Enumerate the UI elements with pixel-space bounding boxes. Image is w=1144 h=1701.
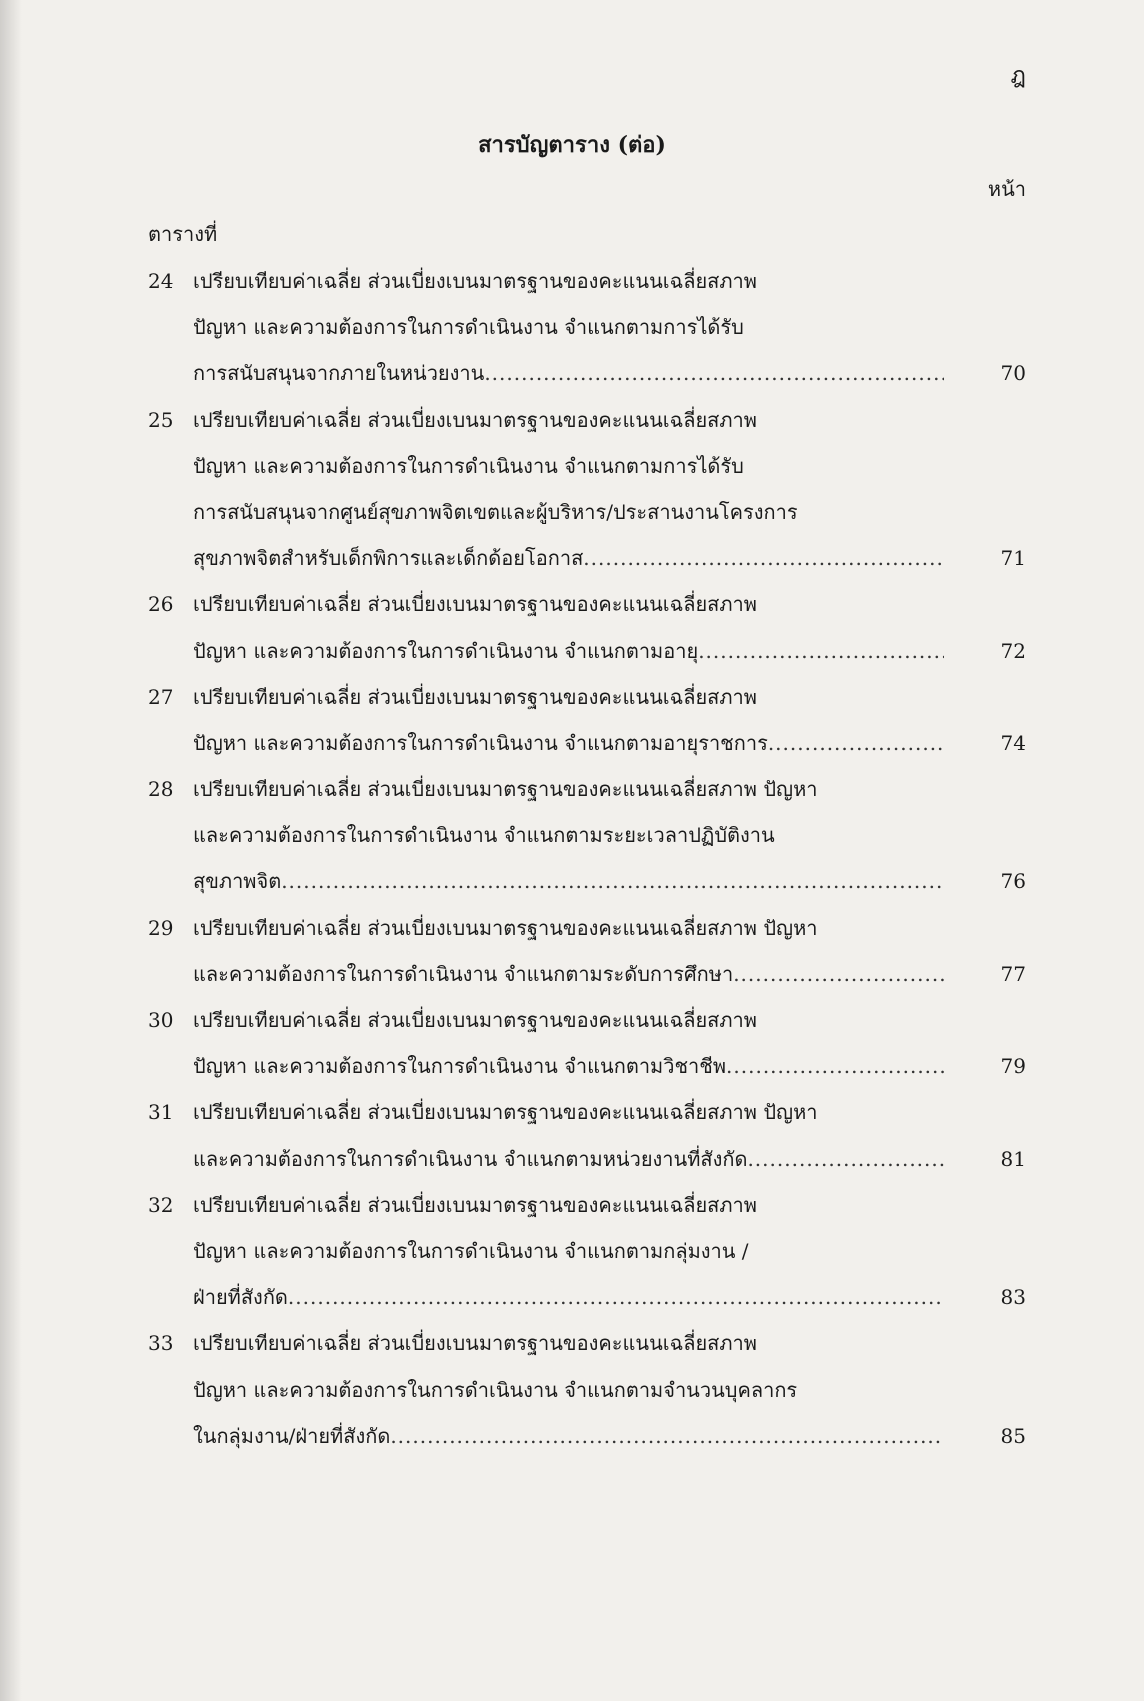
toc-entry-last-line [0, 720, 1144, 766]
entry-page-number: 72 [1000, 638, 1026, 663]
toc-entry-line [0, 1367, 1144, 1413]
toc-entry-line [0, 1228, 1144, 1274]
toc-entry [0, 397, 1144, 582]
table-number: 27 [148, 684, 174, 709]
toc-entry-line [0, 766, 1144, 812]
toc-entry-line [0, 304, 1144, 350]
toc-entry-line [0, 997, 1144, 1043]
toc-entry [0, 674, 1144, 766]
entry-text: เปรียบเทียบค่าเฉลี่ย ส่วนเบี่ยงเบนมาตรฐานของคะแนนเฉลี่ยสภาพ [193, 407, 757, 432]
entry-last-text-group [193, 951, 944, 997]
dot-leader [281, 858, 944, 904]
table-number: 28 [148, 777, 174, 802]
dot-leader [390, 1413, 944, 1459]
entry-text: สุขภาพจิตสำหรับเด็กพิการและเด็กด้อยโอกาส [193, 546, 584, 571]
dot-leader [726, 1043, 944, 1089]
entry-text: การสนับสนุนจากศูนย์สุขภาพจิตเขตและผู้บริหาร/ประสานงานโครงการ [193, 499, 798, 524]
entry-text: ปัญหา และความต้องการในการดำเนินงาน จำแนกตามการได้รับ [193, 453, 744, 478]
table-of-contents-list [0, 258, 1144, 1459]
entry-last-text-group [193, 1136, 944, 1182]
table-column-label: ตารางที่ [148, 222, 218, 246]
toc-entry [0, 766, 1144, 905]
entry-last-text-group [193, 350, 944, 396]
entry-text: และความต้องการในการดำเนินงาน จำแนกตามหน่วยงานที่สังกัด [193, 1146, 748, 1171]
toc-entry-line [0, 1089, 1144, 1135]
entry-text: เปรียบเทียบค่าเฉลี่ย ส่วนเบี่ยงเบนมาตรฐานของคะแนนเฉลี่ยสภาพ [193, 1331, 757, 1356]
toc-entry [0, 905, 1144, 997]
toc-entry [0, 258, 1144, 397]
dot-leader [747, 1136, 944, 1182]
toc-entry-last-line [0, 951, 1144, 997]
entry-text: เปรียบเทียบค่าเฉลี่ย ส่วนเบี่ยงเบนมาตรฐานของคะแนนเฉลี่ยสภาพ [193, 684, 757, 709]
toc-entry [0, 581, 1144, 673]
toc-entry-line [0, 489, 1144, 535]
entry-text: เปรียบเทียบค่าเฉลี่ย ส่วนเบี่ยงเบนมาตรฐานของคะแนนเฉลี่ยสภาพ [193, 592, 757, 617]
entry-text: เปรียบเทียบค่าเฉลี่ย ส่วนเบี่ยงเบนมาตรฐานของคะแนนเฉลี่ยสภาพ ปัญหา [193, 777, 818, 802]
table-number: 29 [148, 915, 174, 940]
dot-leader [768, 720, 944, 766]
table-number: 24 [148, 269, 174, 293]
toc-entry [0, 1182, 1144, 1321]
page-column-label: หน้า [987, 177, 1026, 201]
entry-last-text-group [193, 1413, 944, 1459]
toc-entry-line [0, 1320, 1144, 1366]
toc-entry-last-line [0, 1043, 1144, 1089]
table-number: 30 [148, 1008, 174, 1032]
entry-text: เปรียบเทียบค่าเฉลี่ย ส่วนเบี่ยงเบนมาตรฐานของคะแนนเฉลี่ยสภาพ ปัญหา [193, 915, 818, 940]
entry-text: ในกลุ่มงาน/ฝ่ายที่สังกัด [193, 1423, 391, 1448]
toc-entry-line [0, 674, 1144, 720]
entry-last-text-group [193, 858, 944, 904]
table-number: 33 [148, 1331, 174, 1356]
entry-text: เปรียบเทียบค่าเฉลี่ย ส่วนเบี่ยงเบนมาตรฐานของคะแนนเฉลี่ยสภาพ [193, 269, 757, 293]
entry-page-number: 83 [1000, 1285, 1026, 1310]
entry-text: เปรียบเทียบค่าเฉลี่ย ส่วนเบี่ยงเบนมาตรฐานของคะแนนเฉลี่ยสภาพ [193, 1008, 757, 1032]
table-number: 25 [148, 407, 174, 432]
entry-last-text-group [193, 628, 944, 674]
toc-entry-line [0, 443, 1144, 489]
entry-text: การสนับสนุนจากภายในหน่วยงาน [193, 361, 485, 386]
table-number: 32 [148, 1192, 174, 1217]
table-number: 26 [148, 592, 174, 617]
entry-last-text-group [193, 1274, 944, 1320]
dot-leader [288, 1274, 944, 1320]
table-number: 31 [148, 1100, 174, 1125]
dot-leader [484, 350, 944, 396]
dot-leader [698, 628, 944, 674]
toc-entry-line [0, 812, 1144, 858]
toc-entry-last-line [0, 858, 1144, 904]
toc-entry [0, 1320, 1144, 1459]
entry-page-number: 71 [1000, 546, 1026, 571]
entry-last-text-group [193, 535, 944, 581]
entry-page-number: 76 [1000, 869, 1026, 894]
entry-page-number: 77 [1000, 961, 1026, 986]
toc-entry [0, 997, 1144, 1089]
entry-text: เปรียบเทียบค่าเฉลี่ย ส่วนเบี่ยงเบนมาตรฐานของคะแนนเฉลี่ยสภาพ [193, 1192, 757, 1217]
page-title: สารบัญตาราง (ต่อ) [478, 132, 666, 158]
toc-entry-last-line [0, 535, 1144, 581]
toc-entry-line [0, 258, 1144, 304]
entry-text: ปัญหา และความต้องการในการดำเนินงาน จำแนกตามวิชาชีพ [193, 1054, 727, 1079]
dot-leader [733, 951, 944, 997]
toc-entry-last-line [0, 628, 1144, 674]
toc-entry-line [0, 905, 1144, 951]
entry-page-number: 70 [1000, 361, 1026, 386]
page-number: ฎ [1010, 63, 1026, 89]
entry-text: ปัญหา และความต้องการในการดำเนินงาน จำแนกตามจำนวนบุคลากร [193, 1377, 798, 1402]
toc-entry-last-line [0, 350, 1144, 396]
toc-entry-line [0, 1182, 1144, 1228]
entry-text: และความต้องการในการดำเนินงาน จำแนกตามระยะเวลาปฏิบัติงาน [193, 823, 775, 848]
entry-text: เปรียบเทียบค่าเฉลี่ย ส่วนเบี่ยงเบนมาตรฐานของคะแนนเฉลี่ยสภาพ ปัญหา [193, 1100, 818, 1125]
entry-page-number: 81 [1000, 1146, 1026, 1171]
toc-entry-last-line [0, 1413, 1144, 1459]
entry-text: ปัญหา และความต้องการในการดำเนินงาน จำแนกตามอายุ [193, 638, 699, 663]
entry-text: สุขภาพจิต [193, 869, 282, 894]
entry-text: ฝ่ายที่สังกัด [193, 1285, 288, 1310]
entry-page-number: 74 [1000, 730, 1026, 755]
entry-page-number: 79 [1000, 1054, 1026, 1079]
entry-page-number: 85 [1000, 1423, 1026, 1448]
dot-leader [583, 535, 944, 581]
entry-text: ปัญหา และความต้องการในการดำเนินงาน จำแนกตามอายุราชการ [193, 730, 768, 755]
entry-last-text-group [193, 1043, 944, 1089]
entry-last-text-group [193, 720, 944, 766]
toc-entry-last-line [0, 1274, 1144, 1320]
toc-entry-line [0, 397, 1144, 443]
toc-entry-last-line [0, 1136, 1144, 1182]
entry-text: ปัญหา และความต้องการในการดำเนินงาน จำแนกตามกลุ่มงาน / [193, 1238, 749, 1263]
entry-text: ปัญหา และความต้องการในการดำเนินงาน จำแนกตามการได้รับ [193, 315, 744, 340]
toc-entry [0, 1089, 1144, 1181]
toc-entry-line [0, 581, 1144, 627]
entry-text: และความต้องการในการดำเนินงาน จำแนกตามระดับการศึกษา [193, 961, 734, 986]
